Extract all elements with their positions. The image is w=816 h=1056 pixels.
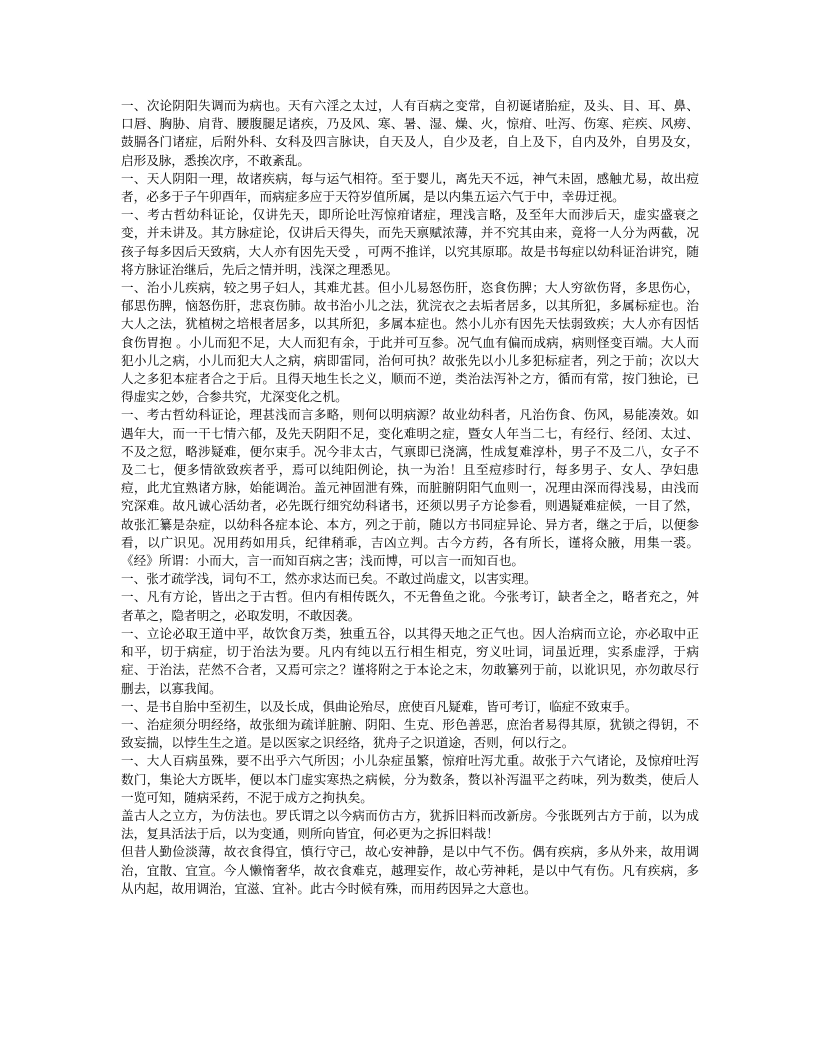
paragraph-balanced-theory: 一、立论必取王道中平，故饮食万类，独重五谷，以其得天地之正气也。因人治病而立论，亦必取中正和平，切于病症，切于治法为要。凡内有纯以五行相生相克，穷义吐词，词虽近理，实系虚浮，于病症、于治法，茫然不合者，又焉可宗之？谨将附之于本论之末，勿敢纂列于前，以讹识见，亦勿敢尽行删去，以寡我闻。 xyxy=(121,625,699,696)
paragraph-formula-revision: 一、凡有方论，皆出之于古哲。但内有相传既久，不无鲁鱼之讹。今张考订，缺者全之，略者充之，舛者革之，隐者明之，必取发明，不敢因袭。 xyxy=(121,589,699,623)
paragraph-six-qi: 一、大人百病虽殊，要不出乎六气所因；小儿杂症虽繁，惊疳吐泻尤重。故张于六气诸论，及惊疳吐泻数门，集论大方既毕，便以本门虚实寒热之病候，分为数条，赘以补泻温平之药味，列为数类，使后人一览可知，随病采药，不泥于成方之拘执矣。 xyxy=(121,753,699,805)
document-body xyxy=(121,97,699,898)
paragraph-pediatric-theory-shallow: 一、考古哲幼科证论，理甚浅而言多略，则何以明病源？故业幼科者，凡治伤食、伤风，易能凑效。如遇年大，而一干七情六郁，及先天阴阳不足，变化难明之症，暨女人年当二七，有经行、经闭、太过、不及之愆，略涉疑难，便尔束手。况今非太古，气禀即已浇漓，性成复难淳朴，男子不及二八，女子不及二七，便多情欲致疾者乎，焉可以纯阳例论，执一为治！且至痘疹时行，每多男子、女人、孕妇患痘，此尤宜熟诸方脉，始能调治。盖元神固泄有殊，而脏腑阴阳气血则一，况理由深而得浅易，由浅而究深难。故凡诚心活幼者，必先既行细究幼科诸书，还须以男子方论参看，则遇疑难症候，一目了然，故张汇纂是杂症，以幼科各症本论、本方，列之于前，随以方书同症异论、异方者，继之于后，以便参看，以广识见。况用药如用兵，纪律稍乖，吉凶立判。古今方药，各有所长，谨将众腋，用集一裘。《经》所谓：小而大，言一而知百病之害；浅而博，可以言一而知百也。 xyxy=(121,407,699,569)
paragraph-yin-yang-imbalance: 一、次论阴阳失调而为病也。天有六淫之太过，人有百病之变常，自初诞诸胎症，及头、目、耳、鼻、口唇、胸胁、肩背、腰腹腿足诸疾，乃及风、寒、暑、湿、燥、火，惊疳、吐泻、伤寒、疟疾、风痨、鼓膈各门诸症，后附外科、女科及四言脉诀，自天及人，自少及老，自上及下，自内及外，自男及女，启形及脉，悉挨次序，不敢紊乱。 xyxy=(121,98,699,168)
paragraph-ancient-formulas: 盖古人之立方，为仿法也。罗氏谓之以今病而仿古方，犹拆旧料而改新房。今张既列古方于前，以为成法，复具活法于后，以为变通，则所向皆宜，何必更为之拆旧料哉！ xyxy=(121,807,699,842)
paragraph-author-humility: 一、张才疏学浅，词句不工，然亦求达而已矣。不敢过尚虚文，以害实理。 xyxy=(121,571,537,587)
paragraph-heaven-human-yin-yang: 一、天人阴阳一理，故诸疾病，每与运气相符。至于婴儿，离先天不远，神气未固，感触尤易，故出痘者，必多于子午卯酉年，而病症多应于天符岁值所属，是以内集五运六气于中，幸毋迂视。 xyxy=(121,170,699,205)
paragraph-ancient-vs-modern: 但昔人勤俭淡薄，故衣食得宜，慎行守己，故心安神静，是以中气不伤。偶有疾病，多从外来，故用调治，宜散、宜宣。今人懒惰奢华，故衣食难克，越理妄作，故心劳神耗，是以中气有伤。凡有疾病，多从内起，故用调治，宜滋、宜补。此古今时候有殊，而用药因异之大意也。 xyxy=(121,844,699,896)
paragraph-pediatric-theory-prenatal: 一、考古哲幼科证论，仅讲先天，即所论吐泻惊疳诸症，理浅言略，及至年大而涉后天，虚实盛衰之变，并未讲及。其方脉症论，仅讲后天得失，而先天禀赋浓薄，并不究其由来，竟将一人分为两截，况孩子每多因后天致病，大人亦有因先天受 ，可两不推详，以究其原耶。故是书每症以幼科证治讲究，随将方脉证治继后，先后之情并明，浅深之理悉见。 xyxy=(121,207,699,277)
paragraph-from-womb-to-growth: 一、是书自胎中至初生，以及长成，俱曲论殆尽，庶使百凡疑难，皆可考订，临症不致束手。 xyxy=(121,698,638,714)
paragraph-treating-children: 一、治小儿疾病，较之男子妇人，其难尤甚。但小儿易怒伤肝，恣食伤脾；大人穷欲伤肾，多思伤心，郁思伤脾，恼怒伤肝，悲哀伤肺。故书治小儿之法，犹浣衣之去垢者居多，以其所犯，多属标症也。治大人之法，犹植树之培根者居多，以其所犯，多属本症也。然小儿亦有因先天怯弱致疾；大人亦有因恬食伤胃抱 。小儿而犯不足，大人而犯有余，于此并可互参。况气血有偏而成病，病则怪变百端。大人而犯小儿之病，小儿而犯大人之病，病即雷同，治何可执？故张先以小儿多犯标症者，列之于前；次以大人之多犯本症者合之于后。且得天地生长之义，顺而不逆，类治法泻补之方，循而有常，按门独论，已得虚实之妙，合参共究，尤深变化之机。 xyxy=(121,280,699,405)
paragraph-meridians: 一、治症须分明经络，故张细为疏详脏腑、阴阳、生克、形色善恶，庶治者易得其原，犹锁之得钥，不致妄揣，以悖生生之道。是以医家之识经络，犹舟子之识道途，否则，何以行之。 xyxy=(121,716,699,751)
